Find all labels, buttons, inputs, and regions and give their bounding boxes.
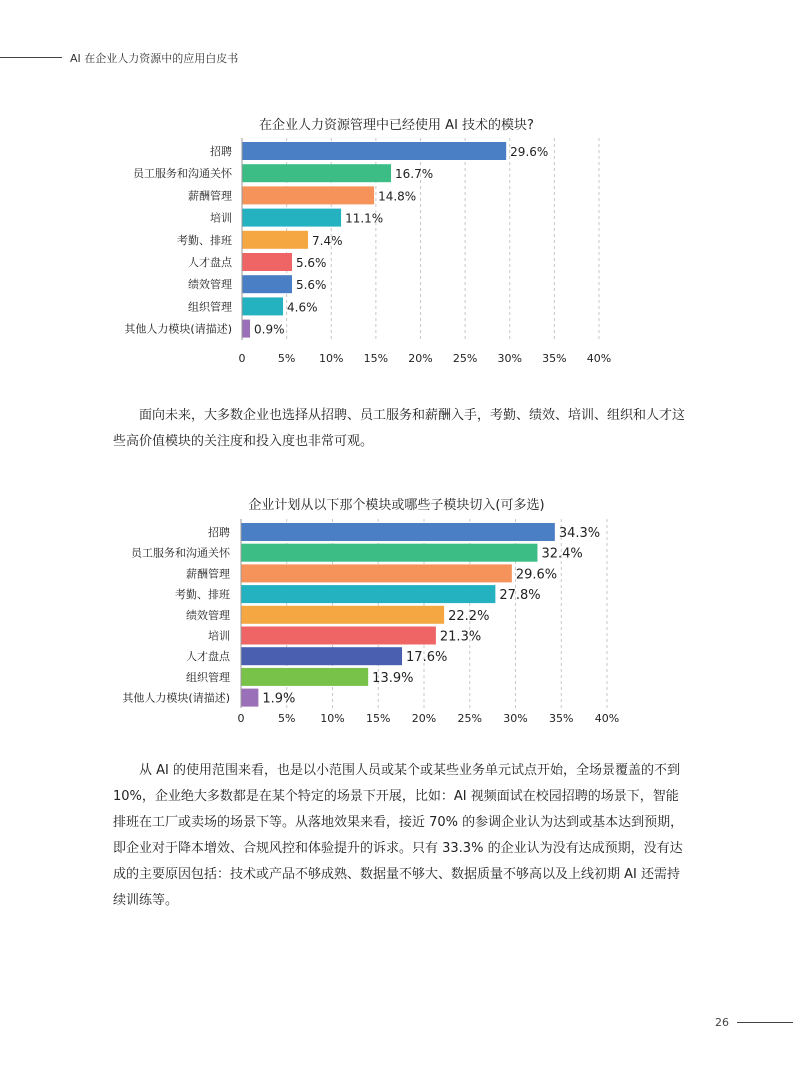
value-label: 16.7% [395,167,434,182]
category-label: 人才盘点 [188,256,232,269]
category-label: 培训 [208,629,230,643]
value-label: 11.1% [345,211,384,226]
category-label: 考勤、排班 [177,233,232,247]
value-label: 29.6% [515,567,558,583]
category-label: 招聘 [210,145,232,158]
x-tick-label: 30% [497,352,522,365]
bar [241,668,368,686]
value-label: 5.6% [295,278,327,293]
category-label: 绩效管理 [188,278,232,292]
value-label: 32.4% [541,546,583,562]
category-label: 培训 [210,211,232,225]
value-label: 22.2% [448,608,490,624]
x-tick-label: 10% [320,712,345,725]
category-label: 招聘 [208,526,230,539]
x-tick-label: 15% [366,712,391,725]
bar [241,606,444,624]
x-tick-label: 25% [452,352,478,365]
footer-rule [737,1022,793,1023]
category-label: 薪酬管理 [188,189,232,203]
x-tick-label: 0 [238,352,246,365]
category-label: 人才盘点 [186,650,230,664]
value-label: 34.3% [558,526,601,541]
bar [241,627,436,645]
category-label: 薪酬管理 [186,567,230,581]
x-tick-label: 35% [549,712,574,725]
value-label: 17.6% [406,650,448,666]
x-tick-label: 15% [363,352,389,365]
value-label: 7.4% [312,233,343,248]
running-header: AI 在企业人力资源中的应用白皮书 [70,52,239,65]
bar [241,689,258,707]
x-tick-label: 35% [542,352,567,365]
value-label: 14.8% [378,189,417,204]
value-label: 5.6% [295,256,327,270]
category-label: 其他人力模块(请描述) [122,691,230,705]
category-label: 考勤、排班 [175,588,230,602]
value-label: 13.9% [372,670,414,686]
category-label: 其他人力模块(请描述) [124,322,232,336]
x-tick-label: 25% [457,712,482,725]
bar [241,544,537,562]
category-label: 组织管理 [186,670,230,684]
category-label: 组织管理 [188,300,232,314]
chart1-title: 在企业人力资源管理中已经使用 AI 技术的模块? [259,118,534,133]
paragraph-1: 面向未来，大多数企业也选择从招聘、员工服务和薪酬入手，考勤、绩效、培训、组织和人才这些高价值模块的关注度和投入度也非常可观。 [113,408,686,449]
value-label: 1.9% [262,691,296,707]
x-tick-label: 20% [408,352,433,365]
page-number: 26 [715,1016,729,1029]
category-label: 员工服务和沟通关怀 [131,546,230,560]
value-label: 27.8% [499,588,541,604]
x-tick-label: 10% [319,352,344,365]
x-tick-label: 30% [503,712,528,725]
chart2-title: 企业计划从以下那个模块或哪些子模块切入(可多选) [248,498,545,513]
x-tick-label: 40% [586,352,612,365]
bar [241,523,555,541]
bar [241,564,512,582]
category-label: 绩效管理 [186,608,230,622]
x-tick-label: 0 [237,712,245,725]
x-tick-label: 5% [278,712,296,725]
x-tick-label: 40% [594,712,620,725]
value-label: 4.6% [287,300,318,315]
x-tick-label: 20% [411,712,437,725]
value-label: 29.6% [510,145,549,159]
paragraph-2: 从 AI 的使用范围来看，也是以小范围人员或某个或某些业务单元试点开始，全场景覆盖的不到 10%，企业绝大多数都是在某个特定的场景下开展，比如：AI 视频面试在校园招聘的场景下，智能排班在工厂或卖场的场景下等。从落地效果来看，接近 70% 的参调企业认为达到或基本达到预期，即企业对于降本增效、合规风控和体验提升的诉求。只有 33.3% 的企业认为没有达成预期，没有达成的主要原因包括：技术或产品不够成熟、数据量不够大、数据质量不够高以及上线初期 AI 还需持续训练等。 [113,763,684,908]
value-label: 0.9% [254,322,285,337]
x-tick-label: 5% [277,352,296,365]
category-label: 员工服务和沟通关怀 [133,167,232,181]
bar [241,585,495,603]
bar [241,647,402,665]
value-label: 21.3% [439,629,482,645]
